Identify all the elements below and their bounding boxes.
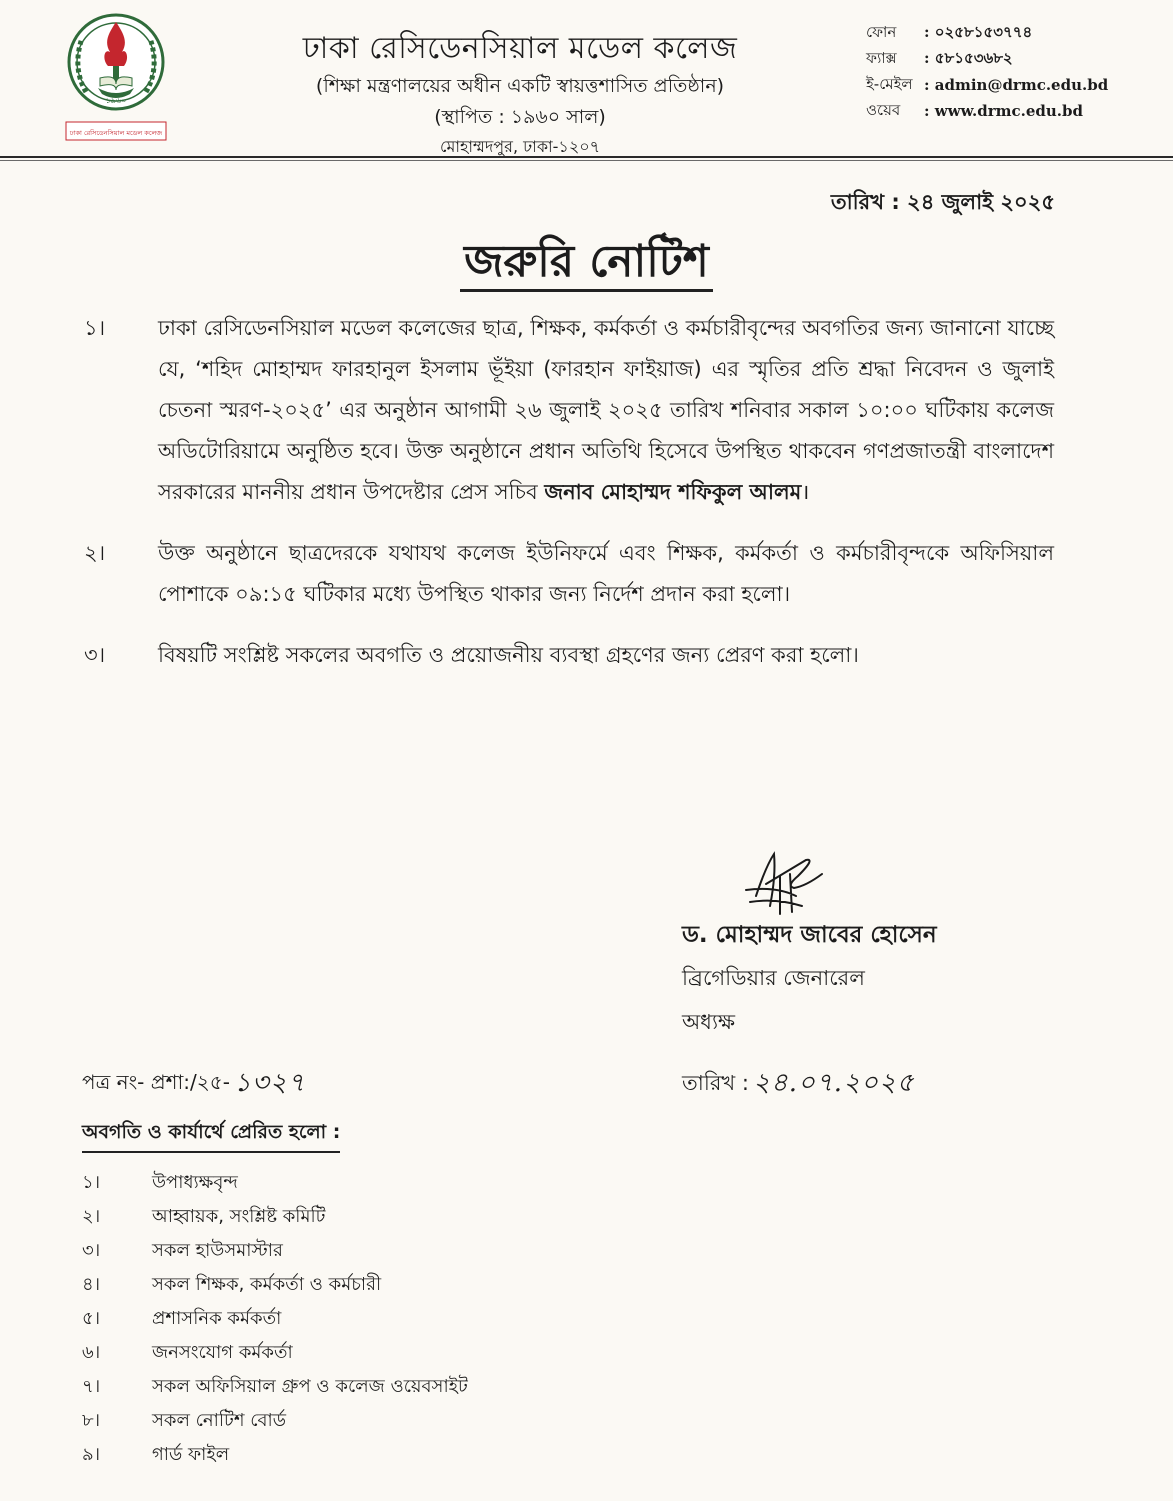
distribution-text: গার্ড ফাইল <box>152 1443 230 1465</box>
signatory-designation: অধ্যক্ষ <box>682 1010 736 1034</box>
distribution-text: সকল শিক্ষক, কর্মকর্তা ও কর্মচারী <box>152 1273 382 1295</box>
contact-value: : ০২৫৮১৫৩৭৭৪ <box>924 22 1033 41</box>
item-text: বিষয়টি সংশ্লিষ্ট সকলের অবগতি ও প্রয়োজনীয় ব্যবস্থা গ্রহণের জন্য প্রেরণ করা হলো। <box>158 643 859 667</box>
distribution-number: ২। <box>82 1205 101 1227</box>
distribution-number: ৫। <box>82 1307 101 1329</box>
distribution-item <box>82 1234 468 1268</box>
item-text: উক্ত অনুষ্ঠানে ছাত্রদেরকে যথাযথ কলেজ ইউনিফর্মে এবং শিক্ষক, কর্মকর্তা ও কর্মচারীবৃন্দকে অফিসিয়াল পোশাকে ০৯:১৫ ঘটিকার মধ্যে উপস্থিত থাকার জন্য নির্দেশ প্রদান করা হলো। <box>158 541 1054 606</box>
college-established: (স্থাপিত : ১৯৬০ সাল) <box>434 106 606 128</box>
item-text <box>158 308 1054 513</box>
signature-date <box>682 1062 915 1106</box>
distribution-text: উপাধ্যক্ষবৃন্দ <box>152 1171 238 1193</box>
contact-fax <box>866 46 1108 72</box>
distribution-item <box>82 1370 468 1404</box>
distribution-number: ৪। <box>82 1273 101 1295</box>
notice-item <box>84 533 1054 615</box>
distribution-number: ৬। <box>82 1341 101 1363</box>
distribution-item <box>82 1200 468 1234</box>
signatory-name: ড. মোহাম্মদ জাবের হোসেন <box>682 922 937 948</box>
contact-value: : admin@drmc.edu.bd <box>924 76 1109 94</box>
distribution-item <box>82 1438 468 1472</box>
item-number: ২। <box>84 541 106 565</box>
item-number: ১। <box>84 316 106 340</box>
contact-label: ফোন <box>866 22 897 41</box>
notice-title-wrap <box>0 228 1173 301</box>
chief-guest-name: জনাব মোহাম্মদ শফিকুল আলম <box>544 480 802 504</box>
distribution-text: জনসংযোগ কর্মকর্তা <box>152 1341 293 1363</box>
distribution-number: ৯। <box>82 1443 101 1465</box>
distribution-item <box>82 1166 468 1200</box>
item-number: ৩। <box>84 643 106 667</box>
item-text-tail: । <box>801 480 810 504</box>
svg-text:ঢাকা রেসিডেনসিয়াল মডেল কলেজ: ঢাকা রেসিডেনসিয়াল মডেল কলেজ <box>69 129 163 137</box>
memo-reference <box>82 1062 306 1106</box>
distribution-number: ৭। <box>82 1375 101 1397</box>
item-text-main: ঢাকা রেসিডেনসিয়াল মডেল কলেজের ছাত্র, শিক্ষক, কর্মকর্তা ও কর্মচারীবৃন্দের অবগতির জন্য জানানো যাচ্ছে যে, ‘শহিদ মোহাম্মদ ফারহানুল ইসলাম ভূঁইয়া (ফারহান ফাইয়াজ) এর স্মৃতির প্রতি শ্রদ্ধা নিবেদন ও জুলাই চেতনা স্মরণ-২০২৫’ এর অনুষ্ঠান আগামী ২৬ জুলাই ২০২৫ তারিখ শনিবার সকাল ১০:০০ ঘটিকায় কলেজ অডিটোরিয়ামে অনুষ্ঠিত হবে। উক্ত অনুষ্ঠানে প্রধান অতিথি হিসেবে উপস্থিত থাকবেন গণপ্রজাতন্ত্রী বাংলাদেশ সরকারের মাননীয় প্রধান উপদেষ্টার প্রেস সচিব <box>158 316 1054 504</box>
contact-email <box>866 72 1108 98</box>
contact-value: : www.drmc.edu.bd <box>924 102 1083 120</box>
distribution-number: ১। <box>82 1171 101 1193</box>
distribution-item <box>82 1336 468 1370</box>
handwritten-signature <box>736 846 832 918</box>
contact-label: ওয়েব <box>866 100 901 119</box>
college-name: ঢাকা রেসিডেনসিয়াল মডেল কলেজ <box>302 31 738 66</box>
contact-value: : ৫৮১৫৩৬৮২ <box>924 48 1013 67</box>
notice-body <box>84 308 1054 696</box>
header-divider-thin <box>0 160 1173 161</box>
distribution-item <box>82 1404 468 1438</box>
distribution-text: সকল অফিসিয়াল গ্রুপ ও কলেজ ওয়েবসাইট <box>152 1375 468 1397</box>
contact-web <box>866 98 1108 124</box>
distribution-number: ৮। <box>82 1409 101 1431</box>
distribution-text: আহ্বায়ক, সংশ্লিষ্ট কমিটি <box>152 1205 326 1227</box>
contact-block <box>866 20 1108 124</box>
signatory-rank: ব্রিগেডিয়ার জেনারেল <box>682 966 865 990</box>
memo-reference-label: পত্র নং- প্রশা:/২৫- <box>82 1069 230 1094</box>
header-divider <box>0 156 1173 158</box>
distribution-text: সকল নোটিশ বোর্ড <box>152 1409 287 1431</box>
notice-item <box>84 308 1054 513</box>
notice-item <box>84 635 1054 676</box>
distribution-heading: অবগতি ও কার্যার্থে প্রেরিত হলো : <box>82 1118 340 1153</box>
contact-label: ফ্যাক্স <box>866 48 897 67</box>
notice-date: তারিখ : ২৪ জুলাই ২০২৫ <box>830 190 1055 214</box>
distribution-text: সকল হাউসমাস্টার <box>152 1239 283 1261</box>
college-logo <box>64 8 168 144</box>
distribution-number: ৩। <box>82 1239 101 1261</box>
signature-date-label: তারিখ : <box>682 1070 749 1095</box>
college-subtitle: (শিক্ষা মন্ত্রণালয়ের অধীন একটি স্বায়ত্তশাসিত প্রতিষ্ঠান) <box>315 75 725 97</box>
signature-date-handwritten: ২৪.০৭.২০২৫ <box>752 1068 915 1098</box>
memo-reference-number: ১৩২৭ <box>234 1068 306 1098</box>
distribution-item <box>82 1302 468 1336</box>
distribution-text: প্রশাসনিক কর্মকর্তা <box>152 1307 282 1329</box>
college-address: মোহাম্মদপুর, ঢাকা-১২০৭ <box>439 137 601 156</box>
svg-text:১৯৬০: ১৯৬০ <box>105 96 127 105</box>
distribution-item <box>82 1268 468 1302</box>
distribution-list <box>82 1166 468 1472</box>
contact-phone <box>866 20 1108 46</box>
notice-title: জরুরি নোটিশ <box>460 236 713 292</box>
contact-label: ই-মেইল <box>866 74 913 93</box>
